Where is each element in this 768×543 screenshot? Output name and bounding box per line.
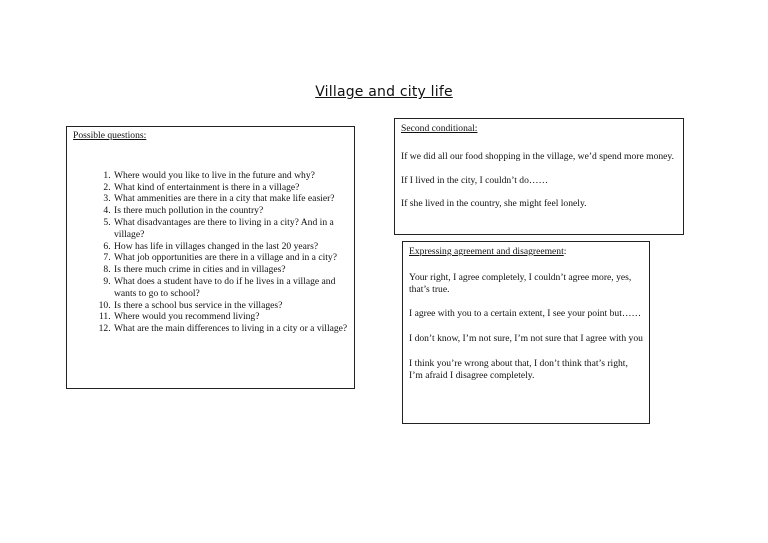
conditional-example: If she lived in the country, she might feel lonely. bbox=[401, 198, 587, 210]
conditional-example: If we did all our food shopping in the village, we’d spend more money. bbox=[401, 150, 675, 162]
question-item: 12. What are the main differences to living in a city or a village? bbox=[113, 323, 348, 335]
question-item: 9. What does a student have to do if he lives in a village and wants to go to school? bbox=[113, 276, 348, 300]
question-item: 6. How has life in villages changed in the last 20 years? bbox=[113, 241, 348, 253]
page-title: Village and city life bbox=[315, 84, 453, 100]
agreement-heading-colon: : bbox=[563, 246, 567, 257]
agreement-example: Your right, I agree completely, I couldn’t agree more, yes, that’s true. bbox=[409, 271, 632, 295]
question-item: 10. Is there a school bus service in the villages? bbox=[113, 300, 348, 312]
question-item: 7. What job opportunities are there in a village and in a city? bbox=[113, 252, 348, 264]
questions-list bbox=[73, 170, 348, 335]
question-item: 1. Where would you like to live in the future and why? bbox=[113, 170, 348, 182]
possible-questions-box bbox=[66, 126, 355, 389]
question-item: 2. What kind of entertainment is there in a village? bbox=[113, 182, 348, 194]
question-item: 8. Is there much crime in cities and in villages? bbox=[113, 264, 348, 276]
agreement-example: I agree with you to a certain extent, I see your point but…… bbox=[409, 308, 642, 320]
question-item: 3. What ammenities are there in a city that make life easier? bbox=[113, 193, 348, 205]
agreement-heading: Expressing agreement and disagreement bbox=[409, 246, 564, 257]
questions-heading: Possible questions: bbox=[73, 130, 147, 141]
question-item: 5. What disadvantages are there to living in a city? And in a village? bbox=[113, 217, 348, 241]
second-conditional-box bbox=[394, 118, 684, 235]
conditional-heading: Second conditional: bbox=[401, 123, 478, 134]
agreement-example: I think you’re wrong about that, I don’t think that’s right, I’m afraid I disagree completely. bbox=[409, 357, 628, 381]
agreement-disagreement-box bbox=[402, 241, 650, 424]
question-item: 11. Where would you recommend living? bbox=[113, 311, 348, 323]
agreement-example: I don’t know, I’m not sure, I’m not sure that I agree with you bbox=[409, 333, 643, 345]
agreement-heading-line bbox=[409, 246, 643, 258]
conditional-example: If I lived in the city, I couldn’t do…… bbox=[401, 174, 549, 186]
question-item: 4. Is there much pollution in the country? bbox=[113, 205, 348, 217]
